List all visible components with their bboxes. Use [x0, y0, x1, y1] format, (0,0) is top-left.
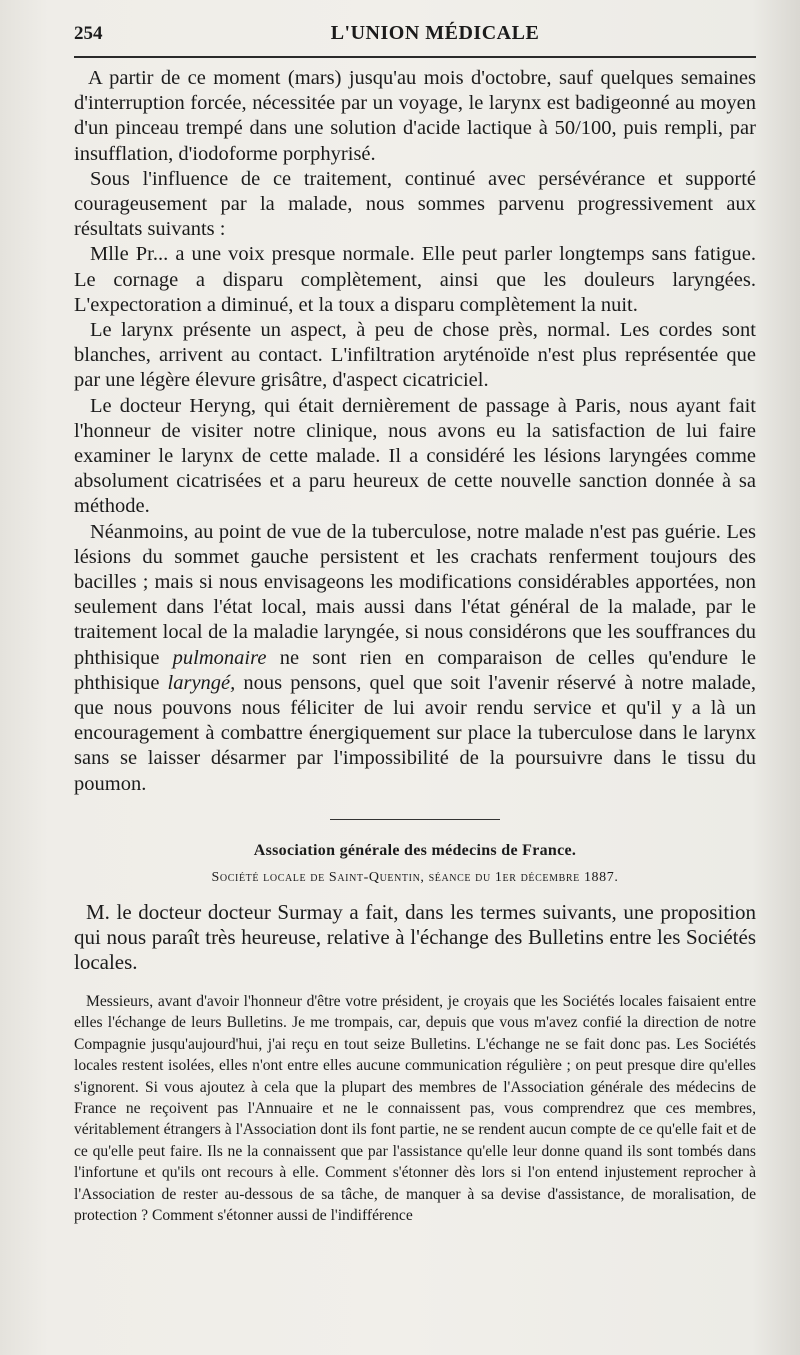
association-title: Association générale des médecins de France.	[253, 841, 577, 859]
paragraph-conclusion	[74, 520, 756, 797]
session-line: Société locale de Saint-Quentin, séance du 1er décembre 1887.	[211, 869, 619, 885]
proposal-section	[74, 900, 756, 975]
paragraph-voice: Mlle Pr... a une voix presque normale. Elle peut parler longtemps sans fatigue. Le cornage a disparu complètement, ainsi que les douleurs laryngées. L'expectoration a diminué, et la toux a disparu complètement la nuit.	[74, 243, 756, 316]
paragraph-larynx: Le larynx présente un aspect, à peu de chose près, normal. Les cordes sont blanches, arrivent au contact. L'infiltration aryténoïde n'est plus représentée que par une légère élevure grisâtre, d'aspect cicatriciel.	[74, 319, 756, 392]
header-rule	[74, 56, 756, 58]
speech-paragraph: Messieurs, avant d'avoir l'honneur d'être votre président, je croyais que les Sociétés locales faisaient entre elles l'échange de leurs Bulletins. Je me trompais, car, depuis que vous m'avez confié la direction de notre Compagnie jusqu'aujourd'hui, j'ai reçu en tout seize Bulletins. L'échange ne se fait donc pas. Les Sociétés locales restent isolées, elles n'ont entre elles aucune communication régulière ; on peut presque dire qu'elles s'ignorent. Si vous ajoutez à cela que la plupart des membres de l'Association générale des médecins de France ne reçoivent pas l'Annuaire et ne le connaissent pas, vous comprendrez que ces membres, véritablement étrangers à l'Association dont ils font partie, ne se rendent aucun compte de ce qu'elle fait et de ce qu'elle peut faire. Ils ne la connaissent que par l'assistance qu'elle leur donne quand ils sont tombés dans l'infortune et qu'ils ont recours à elle. Comment s'étonner dès lors si l'on entend injustement reprocher à l'Association de rester au-dessous de sa tâche, de manquer à sa devise d'assistance, de moralisation, de protection ? Comment s'étonner aussi de l'indifférence	[74, 992, 756, 1224]
page-header	[74, 22, 756, 52]
paragraph-influence: Sous l'influence de ce traitement, continué avec persévérance et supporté courageusement par la malade, nous sommes parvenu progressivement aux résultats suivants :	[74, 167, 756, 241]
conclusion-italic-laryngé: laryngé,	[167, 671, 236, 694]
speech-section	[74, 991, 756, 1226]
page-number: 254	[74, 23, 103, 44]
conclusion-text-end: nous pensons, quel que soit l'avenir réservé à notre malade, que nous pouvons nous féliciter de lui avoir rendu service et qu'il y a là un encouragement à combattre énergiquement sur place la tuberculose dans le larynx sans se laisser désarmer par l'impossibilité de la poursuivre dans le tissu du poumon.	[74, 671, 756, 795]
proposal-paragraph: M. le docteur docteur Surmay a fait, dans les termes suivants, une proposition qui nous paraît très heureuse, relative à l'échange des Bulletins entre les Sociétés locales.	[74, 899, 756, 974]
conclusion-italic-pulmonaire: pulmonaire	[172, 646, 267, 669]
journal-title: L'UNION MÉDICALE	[330, 22, 540, 44]
section-divider	[330, 819, 500, 820]
conclusion-text-mid: ne sont rien en comparaison de celles qu'endure le phthisique	[74, 646, 756, 694]
conclusion-text-start: Néanmoins, au point de vue de la tuberculose, notre malade n'est pas guérie. Les lésions du sommet gauche persistent et les crachats renferment toujours des bacilles ; mais si nous envisageons les modifications considérables apportées, non seulement dans l'état local, mais aussi dans l'état général de la malade, par le traitement local de la maladie laryngée, si nous considérons que les souffrances du phthisique	[74, 520, 756, 669]
article-body	[74, 66, 756, 797]
paragraph-heryng: Le docteur Heryng, qui était dernièrement de passage à Paris, nous ayant fait l'honneur de visiter notre clinique, nous avons eu la satisfaction de lui faire examiner le larynx de cette malade. Il a considéré les lésions laryngées comme absolument cicatrisées et a paru heureux de cette nouvelle sanction donnée à sa méthode.	[74, 394, 756, 518]
paragraph-treatment: A partir de ce moment (mars) jusqu'au mois d'octobre, sauf quelques semaines d'interruption forcée, nécessitée par un voyage, le larynx est badigeonné au moyen d'un pinceau trempé dans une solution d'acide lactique à 50/100, puis rempli, par insufflation, d'iodoforme porphyrisé.	[74, 67, 756, 165]
